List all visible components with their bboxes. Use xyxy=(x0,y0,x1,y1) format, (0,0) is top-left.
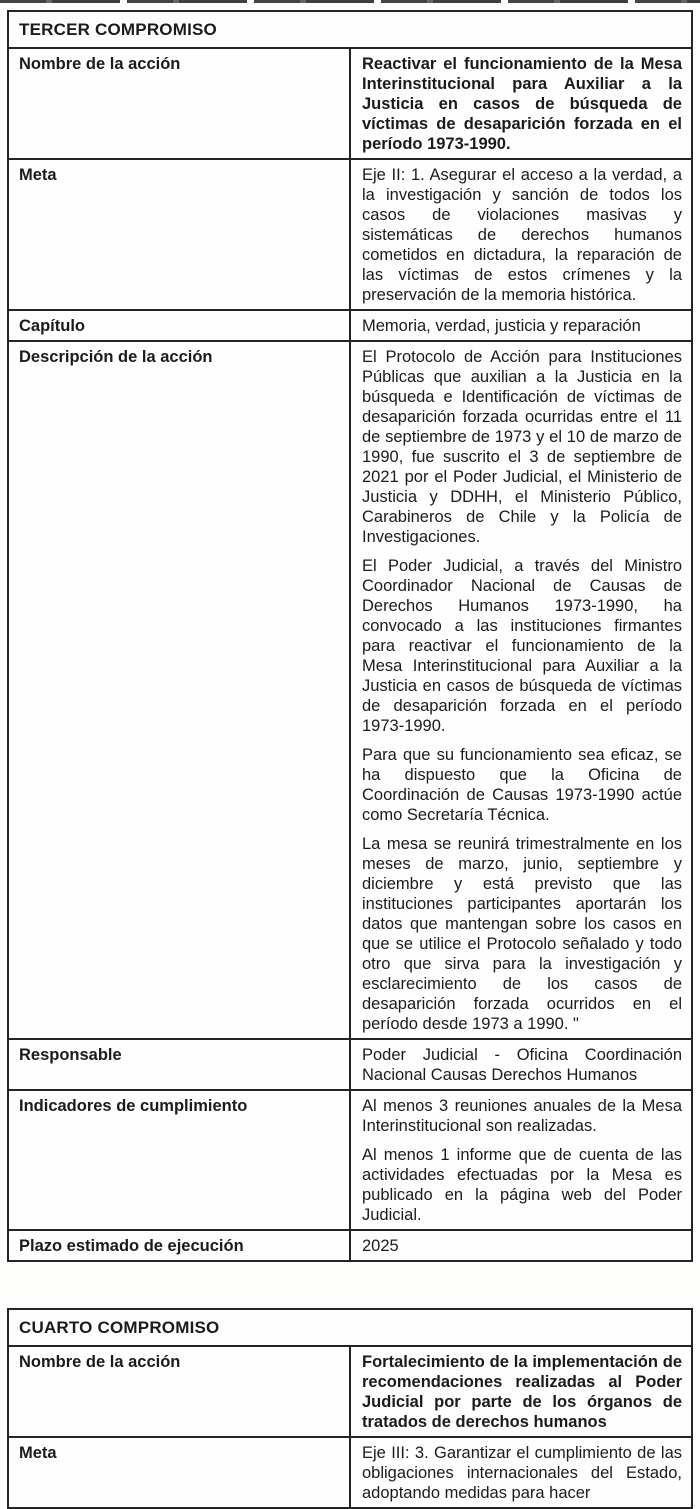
value-paragraph: 2025 xyxy=(362,1237,399,1255)
table-row xyxy=(8,1346,692,1437)
table-title: TERCER COMPROMISO xyxy=(8,11,692,48)
value-paragraph: Poder Judicial - Oficina Coordinación Nacional Causas Derechos Humanos xyxy=(362,1046,682,1084)
row-value-meta xyxy=(350,1437,692,1508)
row-value-nombre-accion xyxy=(350,48,692,159)
row-label-descripcion: Descripción de la acción xyxy=(8,341,350,1039)
scan-artifact-line xyxy=(0,0,700,3)
table-title-row xyxy=(8,11,692,48)
row-value-responsable xyxy=(350,1039,692,1090)
row-value-plazo xyxy=(350,1230,692,1261)
row-label-nombre-accion: Nombre de la acción xyxy=(8,1346,350,1437)
row-label-meta: Meta xyxy=(8,159,350,310)
value-paragraph: Al menos 1 informe que de cuenta de las actividades efectuadas por la Mesa es publicado en la página web del Poder Judicial. xyxy=(362,1146,682,1224)
value-paragraph: El Protocolo de Acción para Instituciones Públicas que auxilian a la Justicia en la búsqueda e Identificación de víctimas de desaparición forzada ocurridas entre el 11 de septiembre de 1973 y el 10 de marzo de 1990, fue suscrito el 3 de septiembre de 2021 por el Poder Judicial, el Ministerio de Justicia y DDHH, el Ministerio Público, Carabineros de Chile y la Policía de Investigaciones. xyxy=(362,348,682,546)
table-title: CUARTO COMPROMISO xyxy=(8,1309,692,1346)
row-value-nombre-accion xyxy=(350,1346,692,1437)
row-value-meta xyxy=(350,159,692,310)
value-paragraph: La mesa se reunirá trimestralmente en los meses de marzo, junio, septiembre y diciembre y está previsto que las instituciones participantes aportarán los datos que mantengan sobre los casos en que se utilice el Protocolo señalado y todo otro que sirva para la investigación y esclarecimiento de los casos de desaparición forzada ocurridos en el período desde 1973 a 1990. " xyxy=(362,835,682,1033)
row-label-capitulo: Capítulo xyxy=(8,310,350,341)
value-paragraph: Reactivar el funcionamiento de la Mesa Interinstitucional para Auxiliar a la Justicia en casos de búsqueda de víctimas de desaparición forzada en el período 1973-1990. xyxy=(362,55,682,153)
cuarto-compromiso-table xyxy=(7,1308,693,1509)
value-paragraph: Eje II: 1. Asegurar el acceso a la verdad, a la investigación y sanción de todos los casos de violaciones masivas y sistemáticas de derechos humanos cometidos en dictadura, la reparación de las víctimas de estos crímenes y la preservación de la memoria histórica. xyxy=(362,166,682,304)
row-label-nombre-accion: Nombre de la acción xyxy=(8,48,350,159)
tercer-compromiso-table xyxy=(7,10,693,1262)
table-row xyxy=(8,341,692,1039)
value-paragraph: Fortalecimiento de la implementación de recomendaciones realizadas al Poder Judicial por parte de los órganos de tratados de derechos humanos xyxy=(362,1353,682,1431)
row-value-indicadores xyxy=(350,1090,692,1230)
value-paragraph: Al menos 3 reuniones anuales de la Mesa Interinstitucional son realizadas. xyxy=(362,1097,682,1135)
table-row xyxy=(8,310,692,341)
table-row xyxy=(8,1039,692,1090)
row-label-indicadores: Indicadores de cumplimiento xyxy=(8,1090,350,1230)
row-label-plazo: Plazo estimado de ejecución xyxy=(8,1230,350,1261)
table-row xyxy=(8,159,692,310)
table-row xyxy=(8,1230,692,1261)
table-row xyxy=(8,1437,692,1508)
table-title-row xyxy=(8,1309,692,1346)
value-paragraph: Eje III: 3. Garantizar el cumplimiento de las obligaciones internacionales del Estado, adoptando medidas para hacer xyxy=(362,1444,682,1502)
value-paragraph: Para que su funcionamiento sea eficaz, se ha dispuesto que la Oficina de Coordinación de Causas 1973-1990 actúe como Secretaría Técnica. xyxy=(362,746,682,824)
value-paragraph: El Poder Judicial, a través del Ministro Coordinador Nacional de Causas de Derechos Humanos 1973-1990, ha convocado a las instituciones firmantes para reactivar el funcionamiento de la Mesa Interinstitucional para Auxiliar a la Justicia en casos de búsqueda de víctimas de desaparición forzada en el período 1973-1990. xyxy=(362,557,682,735)
row-label-responsable: Responsable xyxy=(8,1039,350,1090)
table-row xyxy=(8,48,692,159)
row-value-descripcion xyxy=(350,341,692,1039)
table-row xyxy=(8,1090,692,1230)
row-label-meta: Meta xyxy=(8,1437,350,1508)
value-paragraph: Memoria, verdad, justicia y reparación xyxy=(362,317,641,335)
row-value-capitulo xyxy=(350,310,692,341)
